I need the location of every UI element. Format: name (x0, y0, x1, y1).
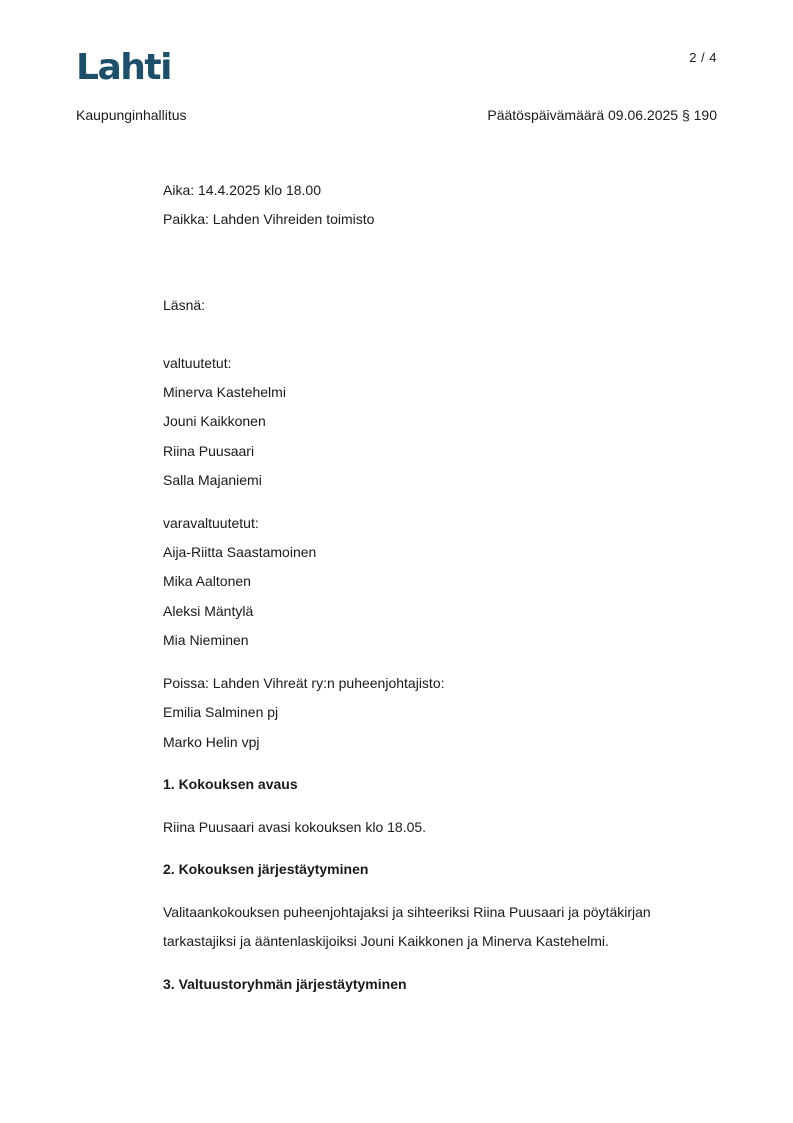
section-text: Valitaankokouksen puheenjohtajaksi ja sihteeriksi Riina Puusaari ja pöytäkirjan (163, 904, 651, 920)
absent-item: Marko Helin vpj (163, 734, 260, 750)
decision-date: Päätöspäivämäärä 09.06.2025 § 190 (487, 107, 717, 123)
meeting-time: Aika: 14.4.2025 klo 18.00 (163, 182, 322, 198)
councillor-item: Riina Puusaari (163, 443, 255, 459)
section-heading-opening: 1. Kokouksen avaus (163, 776, 298, 792)
deputy-item: Aija-Riitta Saastamoinen (163, 544, 317, 560)
deputy-item: Mika Aaltonen (163, 573, 251, 589)
councillors-label: valtuutetut: (163, 355, 232, 371)
deputies-label: varavaltuutetut: (163, 515, 259, 531)
section-text: Riina Puusaari avasi kokouksen klo 18.05. (163, 819, 427, 835)
meeting-place: Paikka: Lahden Vihreiden toimisto (163, 211, 375, 227)
section-heading-organization: 2. Kokouksen järjestäytyminen (163, 861, 369, 877)
logo-text: Lahti (76, 48, 171, 82)
deputy-item: Mia Nieminen (163, 632, 249, 648)
page-number: 2 / 4 (689, 50, 717, 65)
councillor-item: Jouni Kaikkonen (163, 413, 266, 429)
councillor-item: Minerva Kastehelmi (163, 384, 286, 400)
absent-item: Emilia Salminen pj (163, 704, 279, 720)
present-label: Läsnä: (163, 297, 206, 313)
deputy-item: Aleksi Mäntylä (163, 603, 254, 619)
organization-name: Kaupunginhallitus (76, 107, 187, 123)
lahti-logo (76, 48, 172, 82)
councillor-item: Salla Majaniemi (163, 472, 262, 488)
section-heading-group-organization: 3. Valtuustoryhmän järjestäytyminen (163, 976, 407, 992)
absent-label: Poissa: Lahden Vihreät ry:n puheenjohtajisto: (163, 675, 445, 691)
section-text: tarkastajiksi ja ääntenlaskijoiksi Jouni Kaikkonen ja Minerva Kastehelmi. (163, 933, 609, 949)
